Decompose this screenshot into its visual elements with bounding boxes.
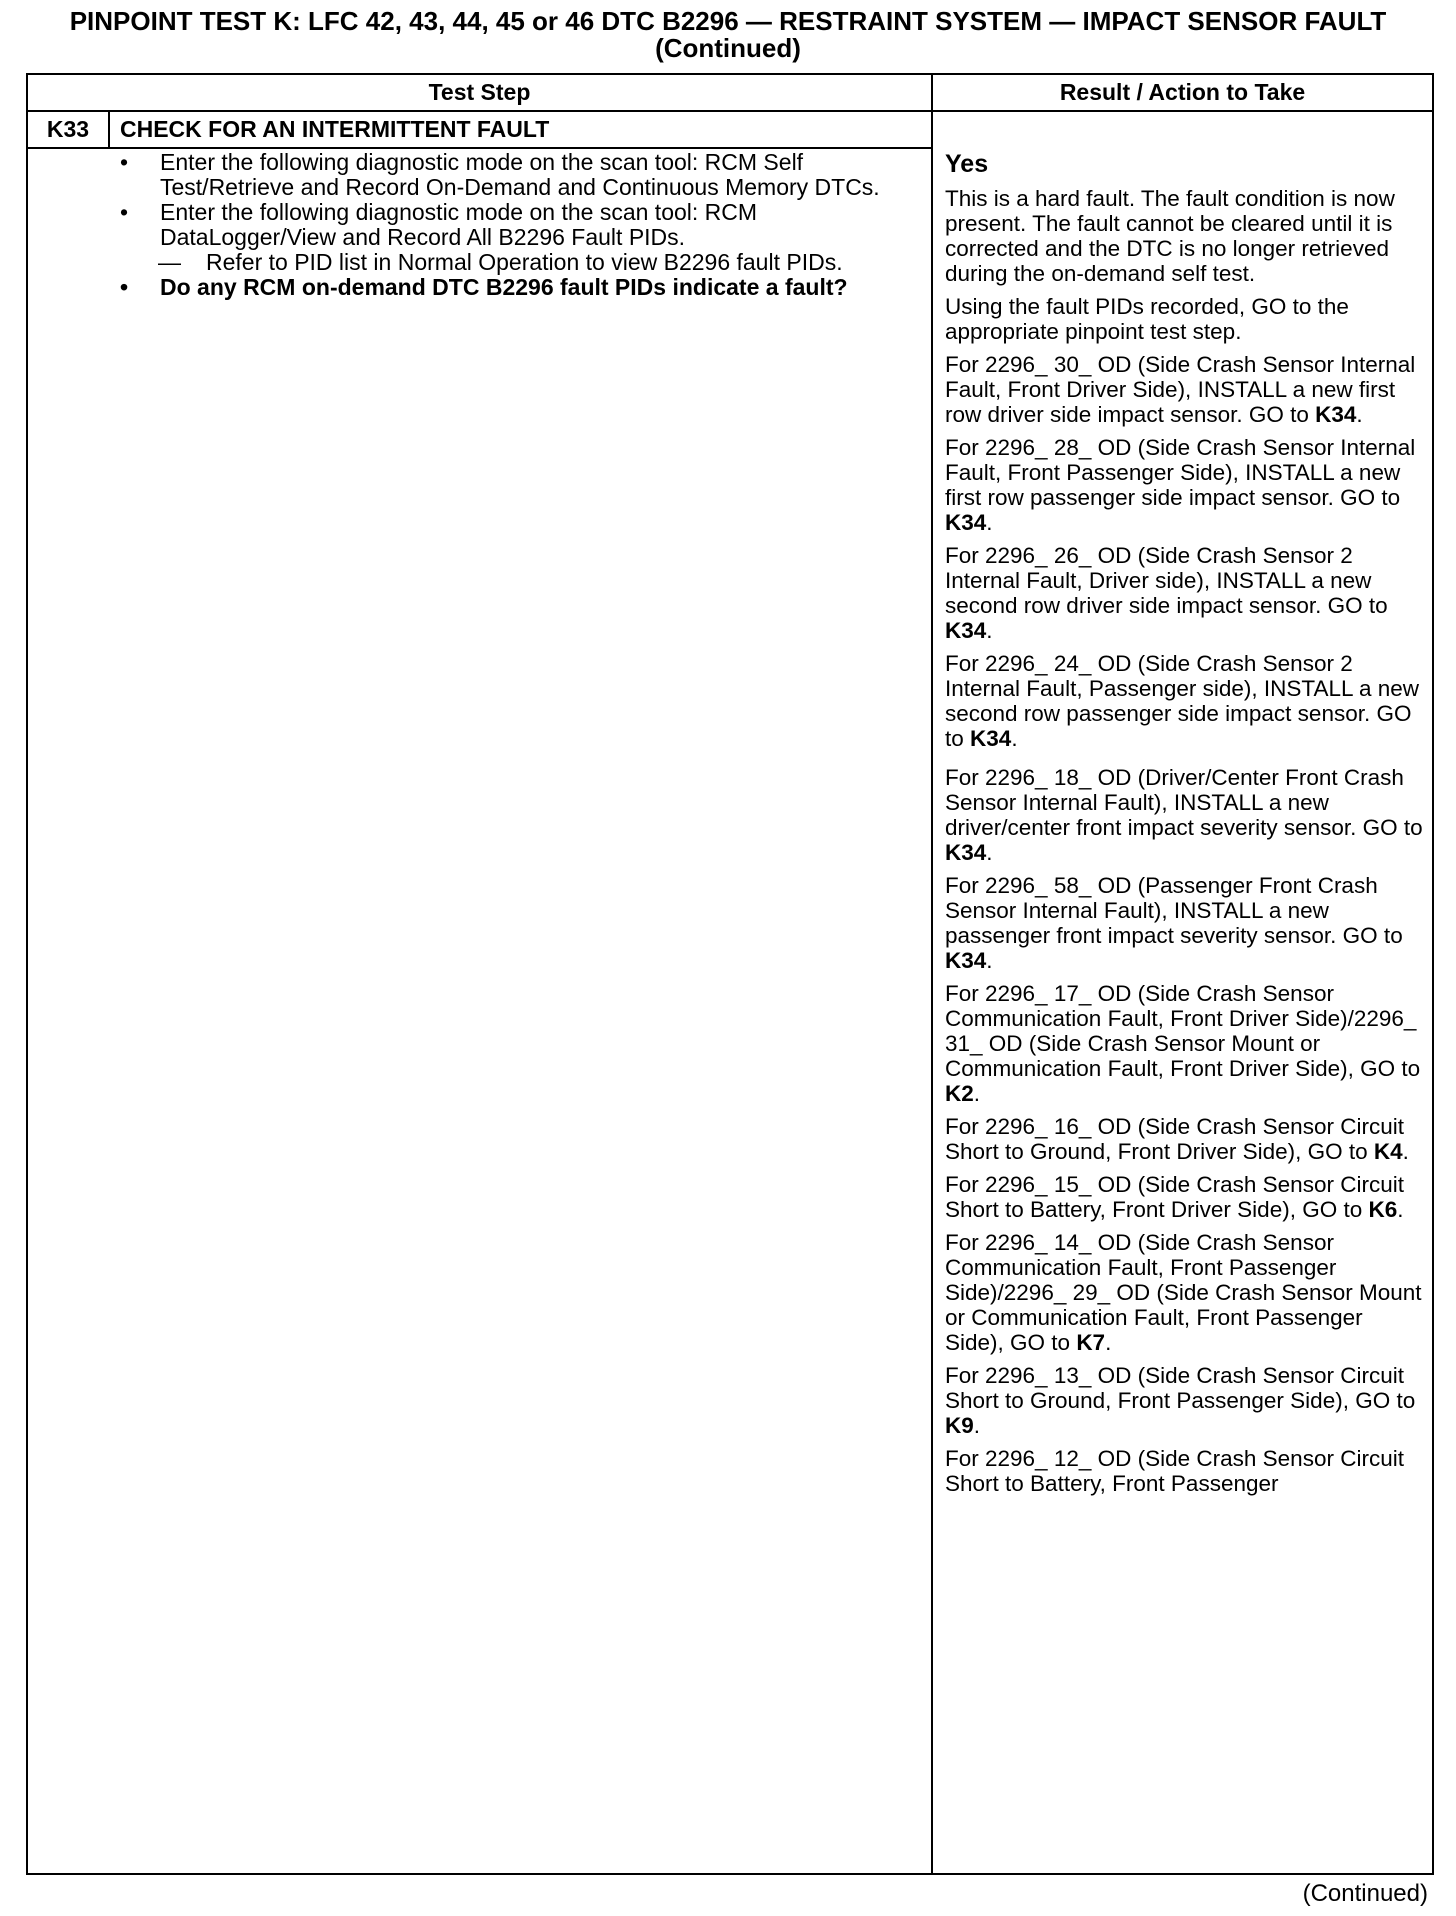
result-body: [945, 150, 1425, 1504]
result-item: For 2296_ 14_ OD (Side Crash Sensor Communication Fault, Front Passenger Side)/2296_ 29_ OD (Side Crash Sensor Mount or Communication Fault, Front Passenger Side), GO to K7.: [945, 1230, 1422, 1355]
result-item: For 2296_ 30_ OD (Side Crash Sensor Internal Fault, Front Driver Side), INSTALL a new first row driver side impact sensor. GO to K34.: [945, 352, 1416, 427]
step-reference: K34: [945, 510, 987, 535]
result-item: For 2296_ 58_ OD (Passenger Front Crash Sensor Internal Fault), INSTALL a new passenger front impact severity sensor. GO to K34.: [945, 873, 1403, 973]
hard-fault-text: This is a hard fault. The fault condition is now present. The fault cannot be cleared until it is corrected and the DTC is no longer retrieved during the on-demand self test.: [945, 186, 1395, 286]
result-item: For 2296_ 15_ OD (Side Crash Sensor Circuit Short to Battery, Front Driver Side), GO to K6.: [945, 1172, 1404, 1222]
dash-marker: —: [158, 249, 181, 275]
result-item: For 2296_ 24_ OD (Side Crash Sensor 2 Internal Fault, Passenger side), INSTALL a new second row passenger side impact sensor. GO to K34.: [945, 651, 1419, 751]
step-title: CHECK FOR AN INTERMITTENT FAULT: [120, 116, 550, 142]
header-result-action: Result / Action to Take: [1059, 79, 1306, 105]
result-item: For 2296_ 18_ OD (Driver/Center Front Crash Sensor Internal Fault), INSTALL a new driver/center front impact severity sensor. GO to K34.: [945, 765, 1423, 865]
step-reference: K2: [945, 1081, 974, 1106]
step-reference: K34: [945, 618, 987, 643]
step-id: K33: [28, 112, 110, 147]
test-step-body: [120, 150, 910, 300]
instruction-1: • Enter the following diagnostic mode on the scan tool: RCM Self Test/Retrieve and Record On-Demand and Continuous Memory DTCs.: [120, 150, 910, 200]
result-item: For 2296_ 13_ OD (Side Crash Sensor Circuit Short to Ground, Front Passenger Side), GO to K9.: [945, 1363, 1416, 1438]
result-item-continued: For 2296_ 12_ OD (Side Crash Sensor Circuit Short to Battery, Front Passenger: [945, 1446, 1404, 1496]
question: • Do any RCM on-demand DTC B2296 fault PIDs indicate a fault?: [120, 275, 910, 300]
sub-instruction: [120, 250, 910, 275]
header-test-step: Test Step: [428, 79, 531, 105]
result-yes: Yes: [945, 150, 989, 178]
step-reference: K34: [945, 948, 987, 973]
step-reference: K4: [1373, 1139, 1403, 1164]
continued-label: (Continued): [1302, 1880, 1428, 1907]
step-reference: K7: [1076, 1330, 1106, 1355]
instruction-2: • Enter the following diagnostic mode on the scan tool: RCM DataLogger/View and Record All B2296 Fault PIDs.: [120, 200, 910, 250]
pinpoint-test-table: [26, 73, 1434, 1875]
step-reference: K34: [945, 840, 987, 865]
page-title: PINPOINT TEST K: LFC 42, 43, 44, 45 or 46 DTC B2296 — RESTRAINT SYSTEM — IMPACT SENSOR FAULT (Continued): [69, 6, 1387, 63]
sub-instruction-text: Refer to PID list in Normal Operation to view B2296 fault PIDs.: [206, 249, 843, 275]
result-item: For 2296_ 17_ OD (Side Crash Sensor Communication Fault, Front Driver Side)/2296_ 31_ OD (Side Crash Sensor Mount or Communication Fault, Front Driver Side), GO to K2.: [945, 981, 1421, 1106]
result-item: For 2296_ 26_ OD (Side Crash Sensor 2 Internal Fault, Driver side), INSTALL a new second row driver side impact sensor. GO to K34.: [945, 543, 1388, 643]
result-item: For 2296_ 16_ OD (Side Crash Sensor Circuit Short to Ground, Front Driver Side), GO to K4.: [945, 1114, 1409, 1164]
using-fault-pids-text: Using the fault PIDs recorded, GO to the appropriate pinpoint test step.: [945, 294, 1349, 344]
step-reference: K34: [1315, 402, 1357, 427]
column-divider: [931, 75, 933, 1873]
step-reference: K34: [970, 726, 1012, 751]
step-reference: K9: [945, 1413, 974, 1438]
step-reference: K6: [1368, 1197, 1398, 1222]
result-item: For 2296_ 28_ OD (Side Crash Sensor Internal Fault, Front Passenger Side), INSTALL a new first row passenger side impact sensor. GO to K34.: [945, 435, 1416, 535]
